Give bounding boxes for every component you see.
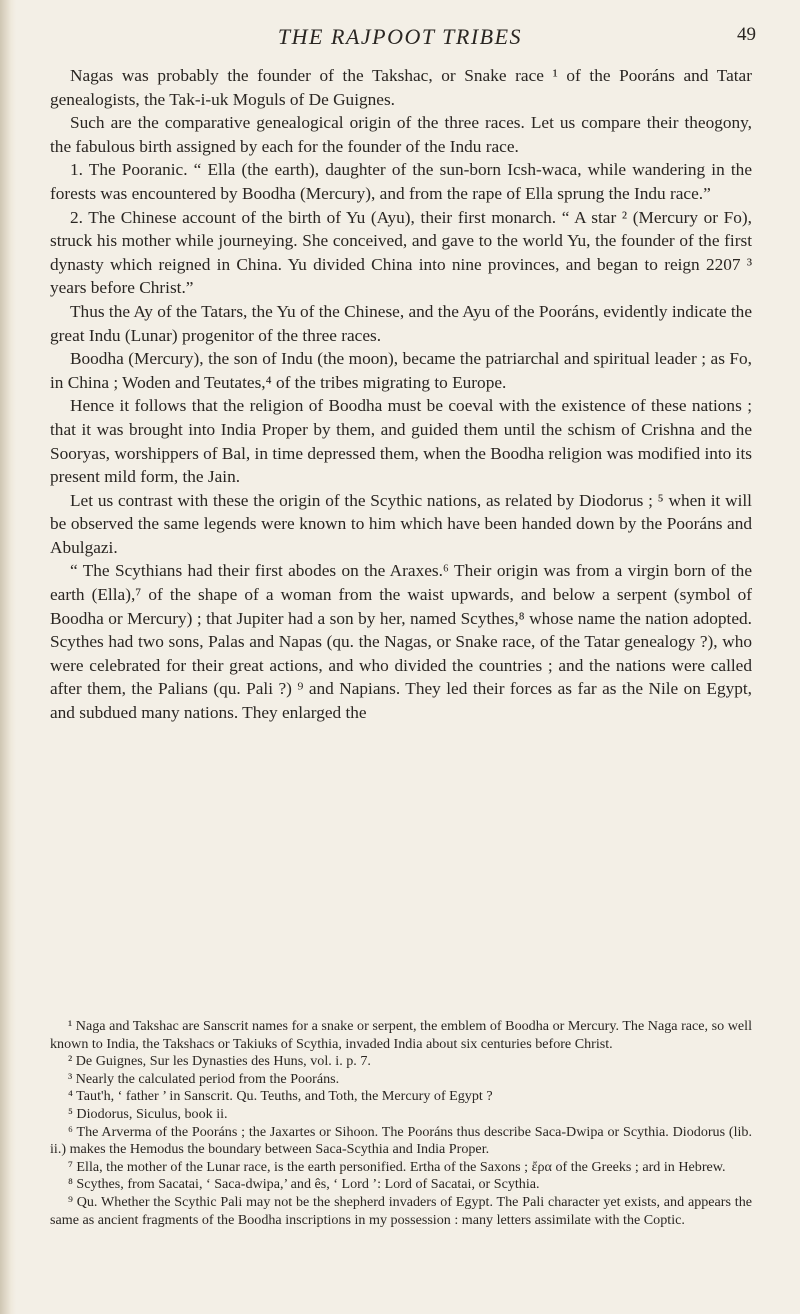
- paragraph: “ The Scythians had their first abodes on the Araxes.⁶ Their origin was from a virgin born of the earth (Ella),⁷ of the shape of a woman from the waist upwards, and below a serpent (symbol of Boodha or Mercury) ; that Jupiter had a son by her, named Scythes,⁸ whose name the nation adopted. Scythes had two sons, Palas and Napas (qu. the Nagas, or Snake race, of the Tatar genealogy ?), who were celebrated for their great actions, and who divided the countries ; and the nations were called after them, the Palians (qu. Pali ?) ⁹ and Napians. They led their forces as far as the Nile on Egypt, and subdued many nations. They enlarged the: [50, 561, 752, 723]
- paragraph: 1. The Pooranic. “ Ella (the earth), daughter of the sun-born Icsh-waca, while wandering in the forests was encountered by Boodha (Mercury), and from the rape of Ella sprung the Indu race.”: [50, 160, 752, 203]
- footnote: ¹ Naga and Takshac are Sanscrit names for a snake or serpent, the emblem of Boodha or Mercury. The Naga race, so well known to India, the Takshacs or Takiuks of Scythia, invaded India about six centuries before Christ.: [50, 1018, 752, 1052]
- footnote: ⁸ Scythes, from Sacatai, ‘ Saca-dwipa,’ and ês, ‘ Lord ’: Lord of Sacatai, or Scythia.: [68, 1176, 540, 1193]
- paragraph: Boodha (Mercury), the son of Indu (the moon), became the patriarchal and spiritual leader ; as Fo, in China ; Woden and Teutates,⁴ of the tribes migrating to Europe.: [50, 349, 752, 392]
- footnote: ⁴ Taut'h, ‘ father ’ in Sanscrit. Qu. Teuths, and Toth, the Mercury of Egypt ?: [68, 1088, 493, 1105]
- footnote: ⁶ The Arverma of the Pooráns ; the Jaxartes or Sihoon. The Pooráns thus describe Saca-Dwipa or Scythia. Diodorus (lib. ii.) makes the Hemodus the boundary between Saca-Scythia and India Proper.: [50, 1123, 752, 1158]
- paragraph: Thus the Ay of the Tatars, the Yu of the Chinese, and the Ayu of the Pooráns, evidently indicate the great Indu (Lunar) progenitor of the three races.: [50, 301, 752, 345]
- footnote: ² De Guignes, Sur les Dynasties des Huns, vol. i. p. 7.: [68, 1053, 371, 1070]
- binding-gutter: [0, 0, 16, 1314]
- footnote: ⁷ Ella, the mother of the Lunar race, is the earth personified. Ertha of the Saxons ; ἔρα of the Greeks ; ard in Hebrew.: [68, 1158, 726, 1175]
- paragraph: Such are the comparative genealogical origin of the three races. Let us compare their theogony, the fabulous birth assigned by each for the founder of the Indu race.: [50, 113, 752, 156]
- running-title: THE RAJPOOT TRIBES: [277, 24, 523, 49]
- paragraph: Let us contrast with these the origin of the Scythic nations, as related by Diodorus ; ⁵ when it will be observed the same legends were known to him which have been handed down by the Pooráns and Abulgazi.: [50, 490, 752, 557]
- body-text: [50, 64, 752, 725]
- paragraph: Hence it follows that the religion of Boodha must be coeval with the existence of these nations ; that it was brought into India Proper by them, and guided them until the schism of Crishna and the Sooryas, worshippers of Bal, in time depressed them, when the Boodha religion was modified into its present mild form, the Jain.: [50, 396, 752, 487]
- footnote: ³ Nearly the calculated period from the Pooráns.: [68, 1070, 340, 1087]
- paragraph: Nagas was probably the founder of the Takshac, or Snake race ¹ of the Pooráns and Tatar genealogists, the Tak-i-uk Moguls of De Guignes.: [50, 66, 752, 109]
- page-number: 49: [737, 24, 756, 45]
- footnote: ⁵ Diodorus, Siculus, book ii.: [68, 1105, 228, 1122]
- paragraph: 2. The Chinese account of the birth of Yu (Ayu), their first monarch. “ A star ² (Mercury or Fo), struck his mother while journeying. She conceived, and gave to the world Yu, the founder of the first dynasty which reigned in China. Yu divided China into nine provinces, and began to reign 2207 ³ years before Christ.”: [50, 207, 752, 298]
- footnote: ⁹ Qu. Whether the Scythic Pali may not be the shepherd invaders of Egypt. The Pali character yet exists, and appears the same as ancient fragments of the Boodha inscriptions in my possession : many letters assimilate with the Coptic.: [50, 1193, 752, 1228]
- running-head: [0, 24, 800, 54]
- footnotes: [50, 1018, 752, 1229]
